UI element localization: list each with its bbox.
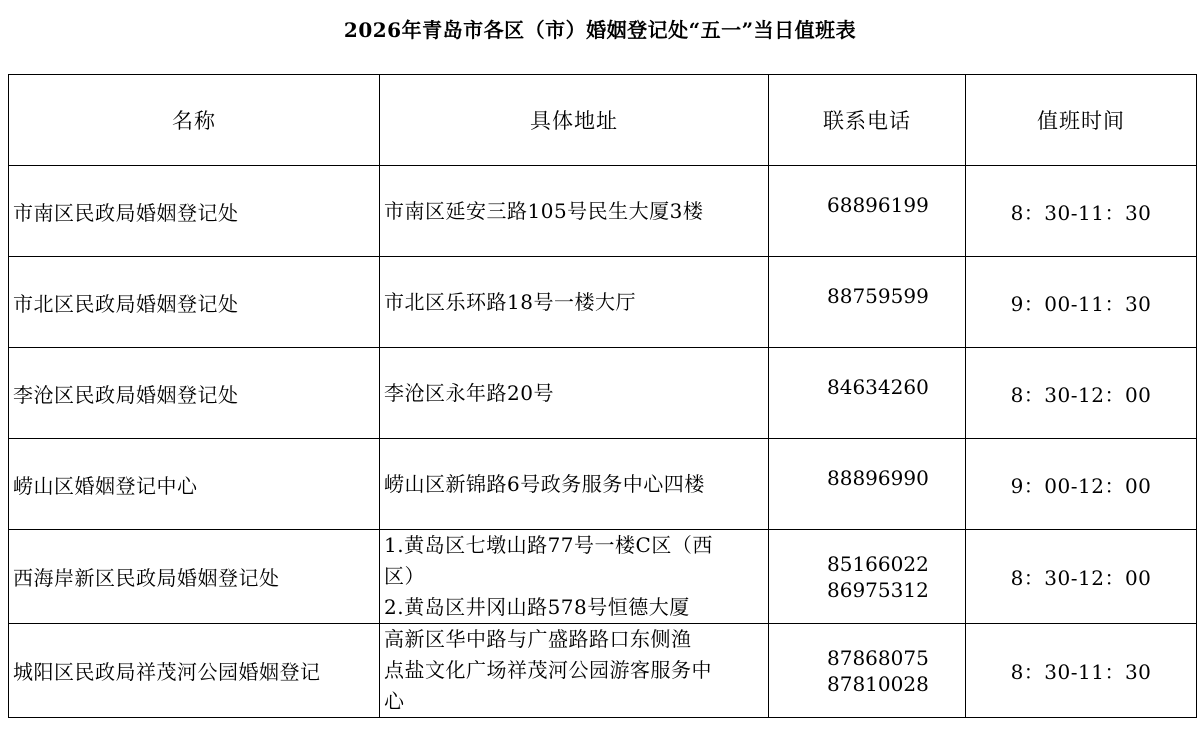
header-name: 名称 bbox=[9, 75, 380, 166]
duty-time: 8：30-12：00 bbox=[966, 530, 1197, 624]
contact-phone bbox=[769, 530, 966, 624]
address-line: 市南区延安三路105号民生大厦3楼 bbox=[384, 199, 704, 223]
office-name: 西海岸新区民政局婚姻登记处 bbox=[9, 530, 380, 624]
address-line: 心 bbox=[384, 689, 405, 713]
contact-phone bbox=[769, 257, 966, 348]
duty-time: 9：00-12：00 bbox=[966, 439, 1197, 530]
office-name: 市南区民政局婚姻登记处 bbox=[9, 166, 380, 257]
header-time: 值班时间 bbox=[966, 75, 1197, 166]
office-name: 李沧区民政局婚姻登记处 bbox=[9, 348, 380, 439]
address-line: 高新区华中路与广盛路路口东侧渔 bbox=[384, 627, 692, 651]
office-name: 崂山区婚姻登记中心 bbox=[9, 439, 380, 530]
office-address bbox=[380, 530, 769, 624]
table-header-row bbox=[9, 75, 1197, 166]
table-row bbox=[9, 257, 1197, 348]
phone-number: 87810028 bbox=[827, 671, 929, 696]
office-address bbox=[380, 166, 769, 257]
table-row bbox=[9, 530, 1197, 624]
phone-number: 85166022 bbox=[827, 551, 929, 576]
header-phone: 联系电话 bbox=[769, 75, 966, 166]
phone-number: 68896199 bbox=[827, 193, 929, 217]
address-line: 2.黄岛区井冈山路578号恒德大厦 bbox=[384, 595, 690, 619]
duty-time: 8：30-11：30 bbox=[966, 624, 1197, 718]
duty-time: 8：30-11：30 bbox=[966, 166, 1197, 257]
address-line: 1.黄岛区七墩山路77号一楼C区（西 bbox=[384, 533, 713, 557]
table-row bbox=[9, 166, 1197, 257]
phone-number: 87868075 bbox=[827, 645, 929, 670]
header-address: 具体地址 bbox=[380, 75, 769, 166]
duty-table bbox=[8, 74, 1197, 718]
table-body bbox=[9, 166, 1197, 718]
office-address bbox=[380, 348, 769, 439]
address-line: 区） bbox=[384, 564, 425, 588]
address-line: 李沧区永年路20号 bbox=[384, 381, 554, 405]
phone-number: 84634260 bbox=[827, 375, 929, 399]
contact-phone bbox=[769, 624, 966, 718]
office-name: 市北区民政局婚姻登记处 bbox=[9, 257, 380, 348]
contact-phone bbox=[769, 348, 966, 439]
phone-number: 86975312 bbox=[827, 577, 929, 602]
table-row bbox=[9, 348, 1197, 439]
phone-number: 88896990 bbox=[827, 466, 929, 490]
contact-phone bbox=[769, 439, 966, 530]
office-address bbox=[380, 439, 769, 530]
phone-number: 88759599 bbox=[827, 284, 929, 308]
address-line: 点盐文化广场祥茂河公园游客服务中 bbox=[384, 658, 712, 682]
contact-phone bbox=[769, 166, 966, 257]
address-line: 崂山区新锦路6号政务服务中心四楼 bbox=[384, 472, 705, 496]
table-row bbox=[9, 439, 1197, 530]
address-line: 市北区乐环路18号一楼大厅 bbox=[384, 290, 636, 314]
office-name: 城阳区民政局祥茂河公园婚姻登记 bbox=[9, 624, 380, 718]
office-address bbox=[380, 624, 769, 718]
table-row bbox=[9, 624, 1197, 718]
office-address bbox=[380, 257, 769, 348]
duty-time: 8：30-12：00 bbox=[966, 348, 1197, 439]
duty-time: 9：00-11：30 bbox=[966, 257, 1197, 348]
page-title: 2026年青岛市各区（市）婚姻登记处“五一”当日值班表 bbox=[343, 18, 857, 42]
